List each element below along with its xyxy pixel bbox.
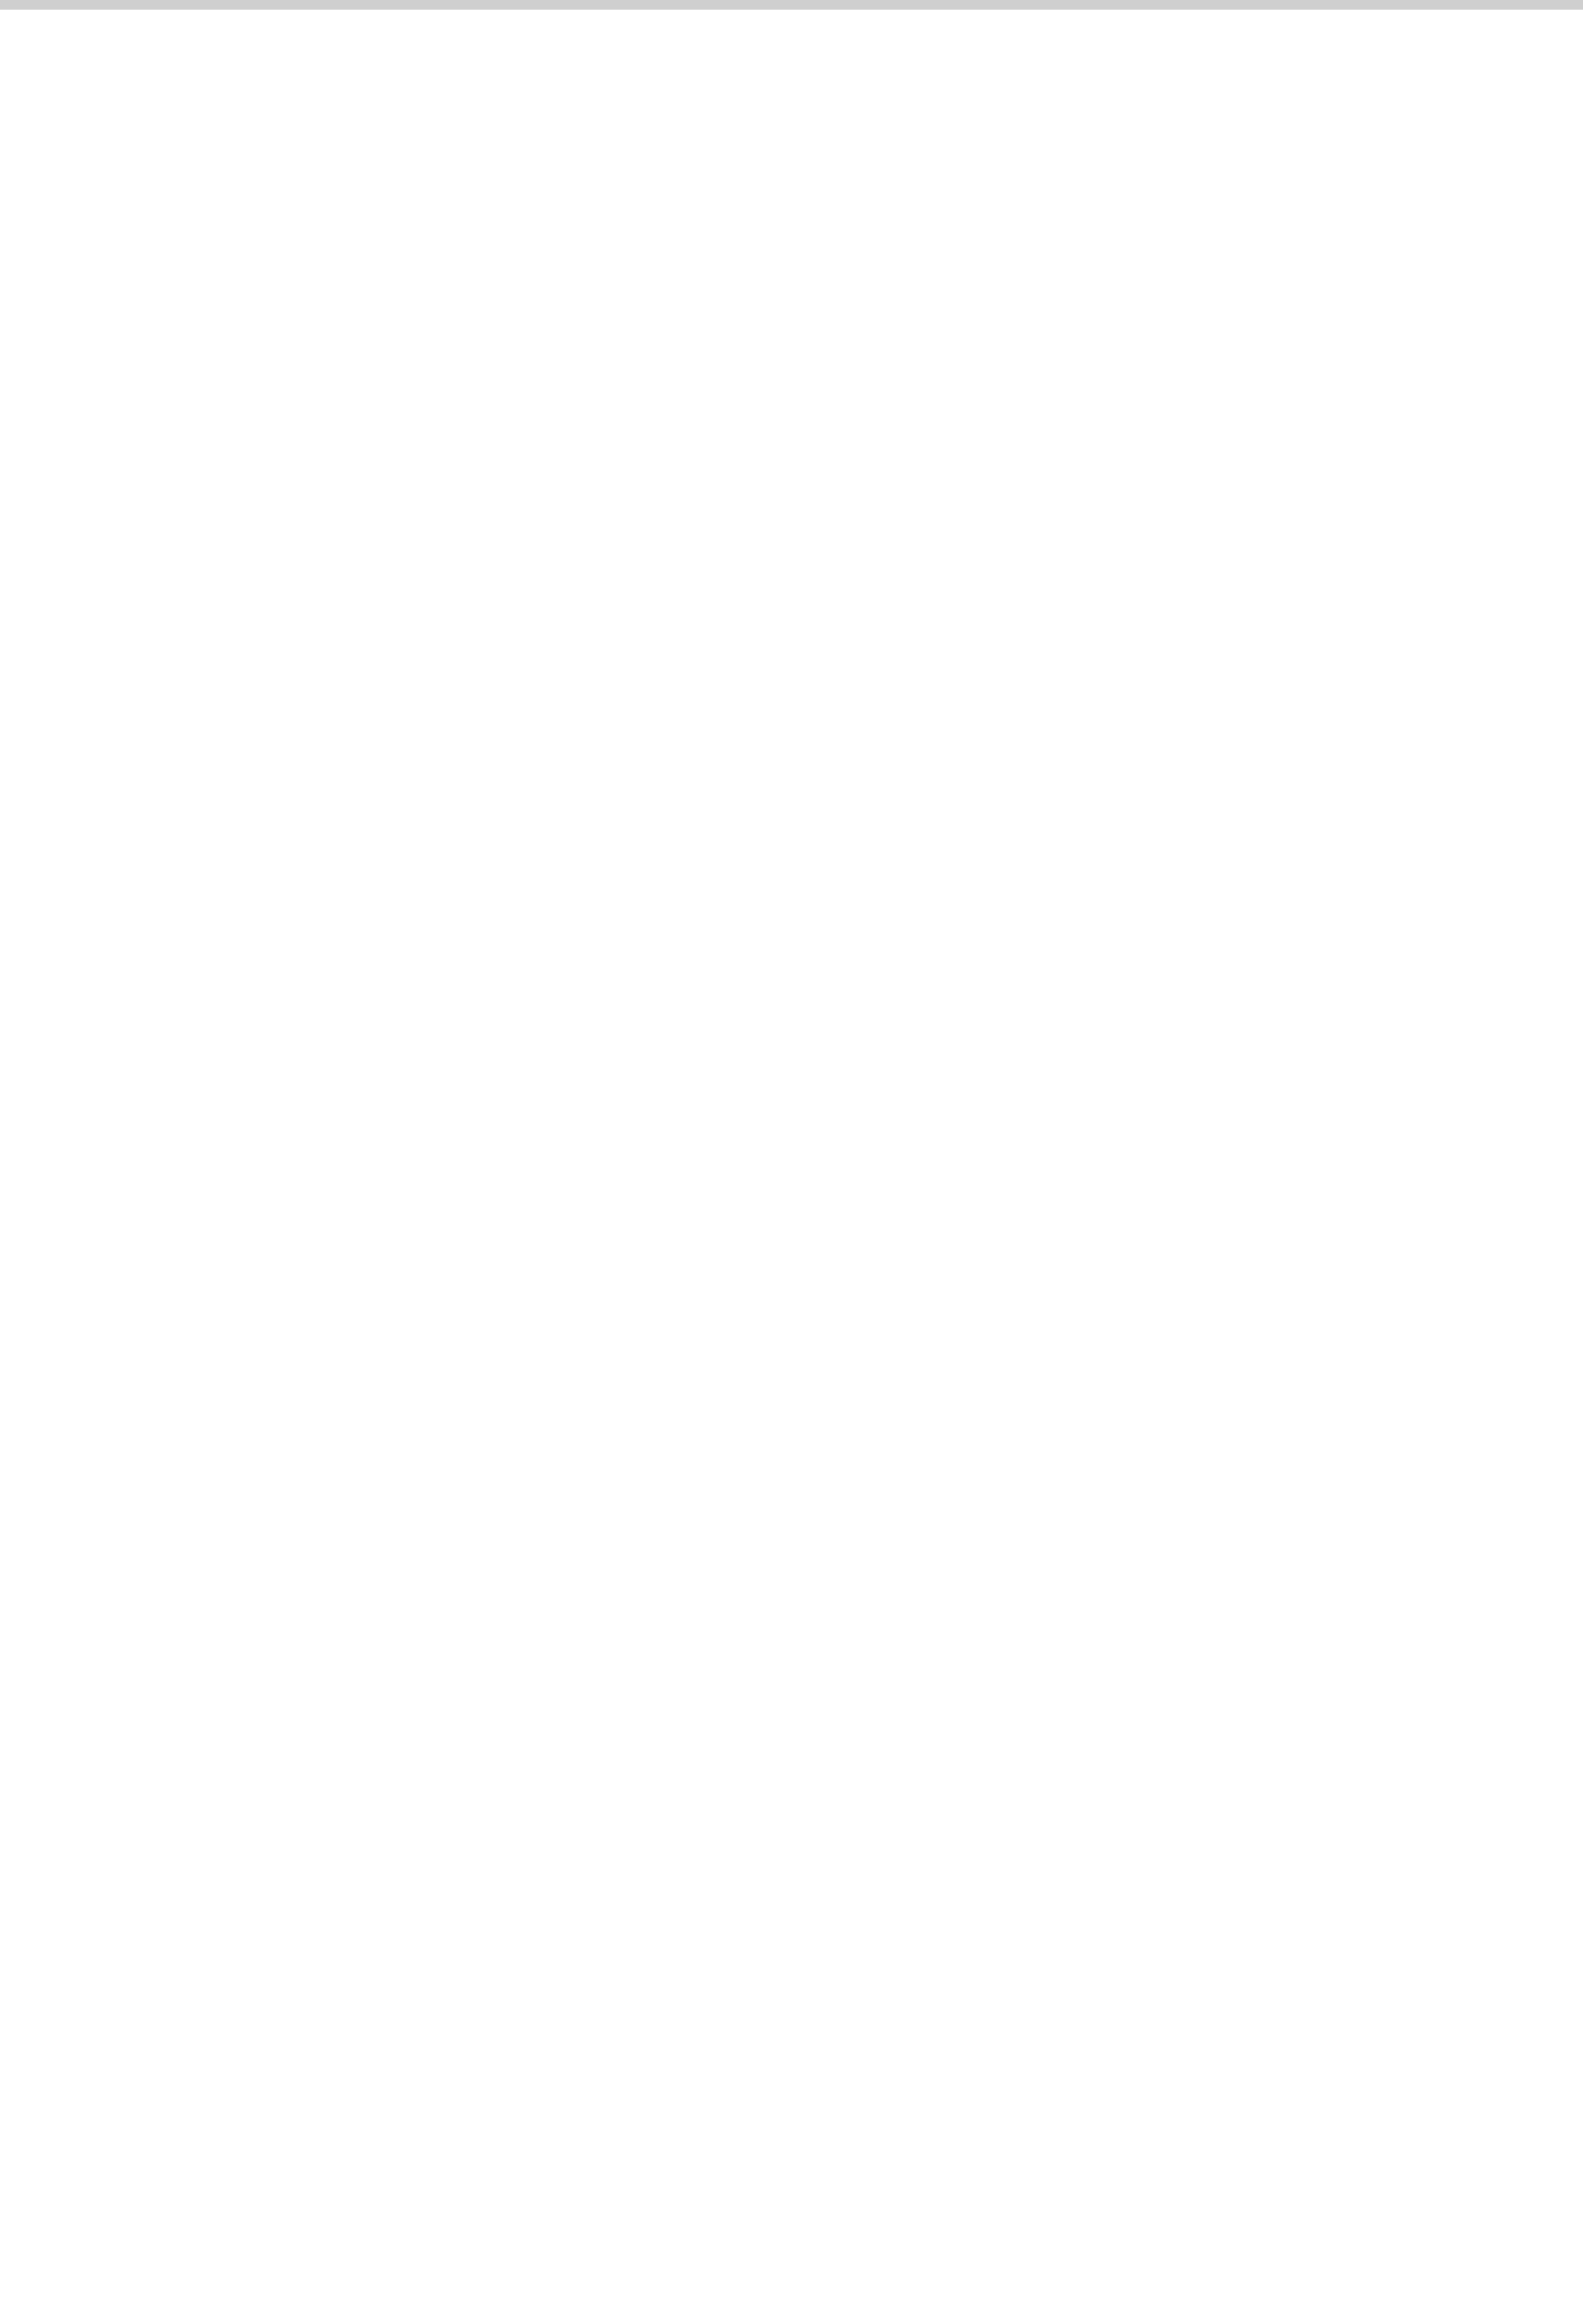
scan-top-edge — [0, 0, 1583, 10]
main-text — [228, 184, 1351, 2109]
